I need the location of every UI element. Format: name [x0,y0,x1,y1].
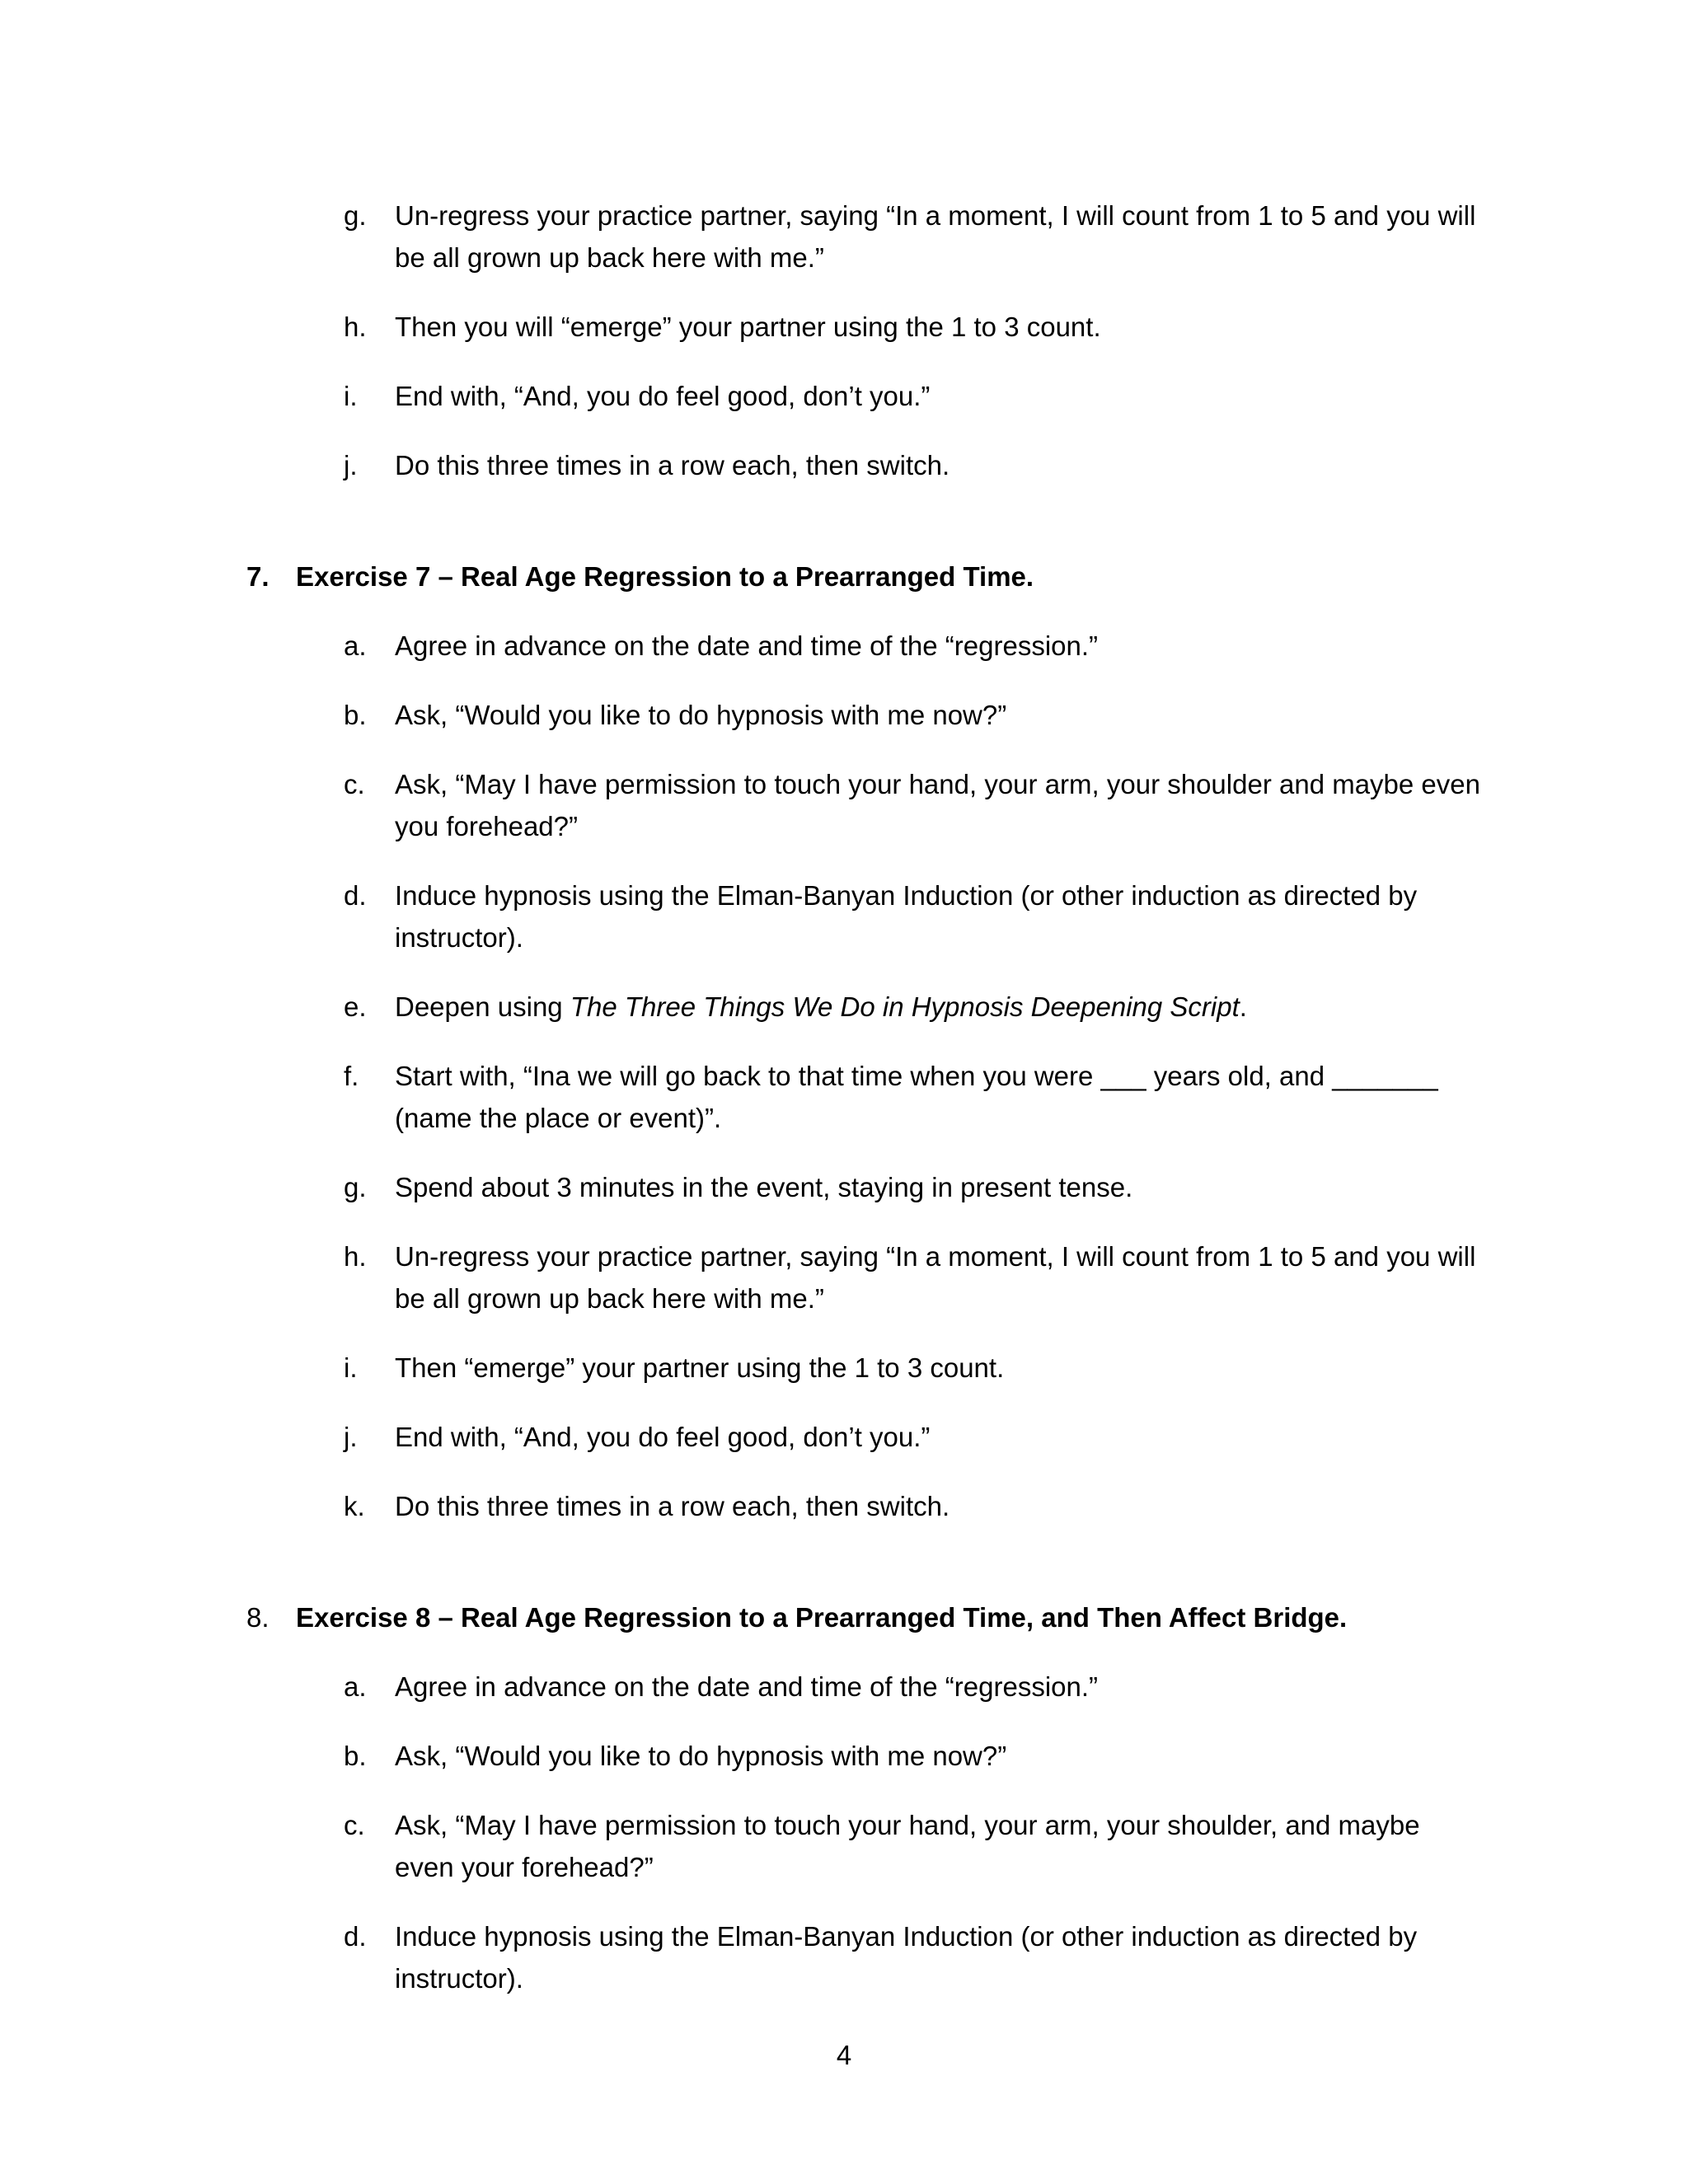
list-item-text: End with, “And, you do feel good, don’t you.” [395,1422,931,1452]
list-marker: g. [344,200,367,231]
list-marker: f. [344,1061,359,1091]
list-marker: g. [344,1172,367,1202]
script-title: The Three Things We Do in Hypnosis Deepening Script [570,991,1240,1022]
list-item-text: Induce hypnosis using the Elman-Banyan Induction (or other induction as directed by instructor). [395,880,1418,953]
list-item-text: Agree in advance on the date and time of the “regression.” [395,1671,1099,1702]
section-title: Exercise 8 – Real Age Regression to a Prearranged Time, and Then Affect Bridge. [296,1602,1348,1633]
list-item-text: Do this three times in a row each, then switch. [395,1491,950,1521]
list-item-text-before: Deepen using [395,991,570,1022]
list-marker: c. [344,769,365,799]
section-number: 8. [246,1602,270,1633]
list-item-text: Agree in advance on the date and time of the “regression.” [395,630,1099,661]
list-item-text [395,986,1483,1028]
list-item-text: Ask, “Would you like to do hypnosis with me now?” [395,700,1007,730]
list-item-text: Then “emerge” your partner using the 1 to 3 count. [395,1352,1005,1383]
list-marker: d. [344,1921,367,1952]
list-marker: b. [344,700,367,730]
section-title: Exercise 7 – Real Age Regression to a Prearranged Time. [296,561,1034,592]
page-number: 4 [836,2040,852,2070]
list-item-text: Ask, “Would you like to do hypnosis with me now?” [395,1741,1007,1771]
list-marker: e. [344,991,367,1022]
list-item-text: Do this three times in a row each, then switch. [395,450,950,480]
list-item-text: Start with, “Ina we will go back to that time when you were ___ years old, and _______ (name the place or event)”. [395,1061,1438,1133]
list-marker: h. [344,1241,367,1272]
list-marker: i. [344,381,358,411]
list-item-text: Then you will “emerge” your partner using the 1 to 3 count. [395,312,1101,342]
list-item-text-after: . [1239,991,1247,1022]
list-item-text: Un-regress your practice partner, saying “In a moment, I will count from 1 to 5 and you will be all grown up back here with me.” [395,200,1476,273]
list-marker: d. [344,880,367,911]
list-item-text: Ask, “May I have permission to touch your hand, your arm, your shoulder, and maybe even your forehead?” [395,1810,1420,1882]
list-marker: a. [344,1671,367,1702]
list-item-text: Ask, “May I have permission to touch your hand, your arm, your shoulder and maybe even you forehead?” [395,769,1480,841]
section-number: 7. [246,561,270,592]
list-marker: a. [344,630,367,661]
list-item-text: Induce hypnosis using the Elman-Banyan Induction (or other induction as directed by instructor). [395,1921,1418,1994]
list-item-text: Spend about 3 minutes in the event, staying in present tense. [395,1172,1133,1202]
list-marker: k. [344,1491,365,1521]
list-marker: c. [344,1810,365,1840]
list-marker: h. [344,312,367,342]
list-marker: b. [344,1741,367,1771]
list-item-text: Un-regress your practice partner, saying “In a moment, I will count from 1 to 5 and you will be all grown up back here with me.” [395,1241,1476,1314]
list-marker: j. [344,1422,358,1452]
list-marker: i. [344,1352,358,1383]
list-marker: j. [344,450,358,480]
list-item-text: End with, “And, you do feel good, don’t you.” [395,381,931,411]
